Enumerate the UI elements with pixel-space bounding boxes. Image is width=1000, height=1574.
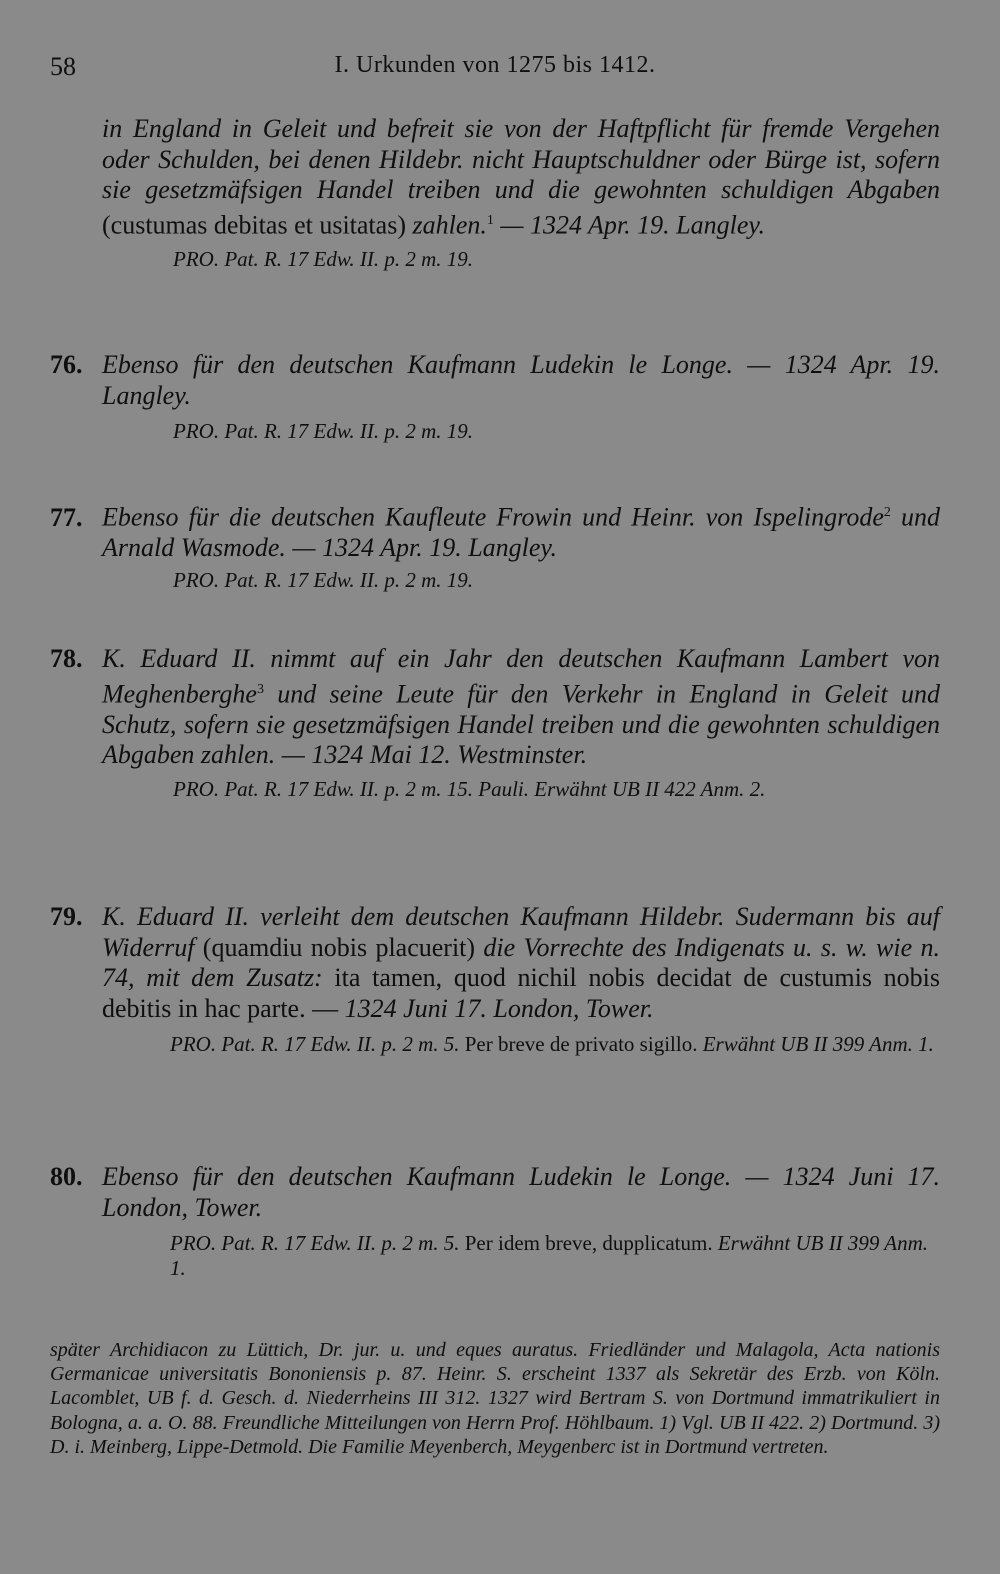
entry-source: PRO. Pat. R. 17 Edw. II. p. 2 m. 15. Pauli. Erwähnt UB II 422 Anm. 2.	[173, 776, 766, 801]
entry-text: Ebenso für die deutschen Kaufleute Frowin und Heinr. von Ispelingrode	[102, 502, 884, 532]
entry-text: K. Eduard II. nimmt auf ein Jahr den deutschen Kaufmann Lambert von Meghenberghe	[102, 644, 940, 709]
entry-source: PRO. Pat. R. 17 Edw. II. p. 2 m. 19.	[173, 419, 473, 443]
page-header	[50, 52, 940, 92]
entry-number: 80.	[50, 1162, 83, 1191]
entry-number: 77.	[50, 502, 83, 532]
entry-text: Ebenso für den deutschen Kaufmann Ludekin le Longe. — 1324 Apr. 19. Langley.	[102, 350, 940, 410]
entry-text: Ebenso für den deutschen Kaufmann Ludekin le Longe. — 1324 Juni 17. London, Tower.	[102, 1162, 940, 1222]
footnote-mark: 1	[486, 212, 494, 228]
entry-80	[50, 1162, 940, 1281]
entry-source: PRO. Pat. R. 17 Edw. II. p. 2 m. 5. Per breve de privato sigillo. Erwähnt UB II 399 Anm. 1.	[170, 1032, 934, 1056]
entry-78: 78. K. Eduard II. nimmt auf ein Jahr den deutschen Kaufmann Lambert von Meghenberghe$^3$ und seine Leute für den Verkehr in England in Geleit und Schutz, sofern sie gesetzmäfsigen Handel treiben und die gewohnten schuldigen Abgaben zahlen. — 1324 Mai 12. Westminster. PRO. Pat. R. 17 Edw. II. p. 2 m. 15. Pauli. Erwähnt UB II 422 Anm. 2.	[50, 644, 940, 801]
entry-75-continuation	[102, 114, 940, 272]
entry-number: 76.	[50, 350, 83, 379]
entry-number: 79.	[50, 902, 83, 931]
entry-source: PRO. Pat. R. 17 Edw. II. p. 2 m. 5. Per idem breve, dupplicatum. Erwähnt UB II 399 Anm. 1.	[170, 1231, 929, 1280]
running-title: I. Urkunden von 1275 bis 1412.	[334, 52, 656, 78]
footnote-mark: 2	[883, 505, 891, 520]
entry-number: 78.	[50, 644, 83, 673]
entry-77: 77. Ebenso für die deutschen Kaufleute Frowin und Heinr. von Ispelingrode$^2$ und Arnald Wasmode. — 1324 Apr. 19. Langley. PRO. Pat. R. 17 Edw. II. p. 2 m. 19.	[50, 502, 941, 592]
entry-76	[50, 350, 940, 444]
page-number: 58	[50, 52, 76, 81]
entry-79: 79. K. Eduard II. verleiht dem deutschen Kaufmann Hildebr. Sudermann bis auf Widerruf (quamdiu nobis placuerit) die Vorrechte des Indigenats u. s. w. wie n. 74, mit dem Zusatz: ita tamen, quod nichil nobis decidat de custumis nobis debitis in hac parte. — 1324 Juni 17. London, Tower. PRO. Pat. R. 17 Edw. II. p. 2 m. 5. Per breve de privato sigillo. Erwähnt UB II 399 Anm. 1.	[50, 902, 941, 1056]
entry-75-source: PRO. Pat. R. 17 Edw. II. p. 2 m. 19.	[173, 246, 473, 271]
entry-text: K. Eduard II. verleiht dem deutschen Kaufmann Hildebr. Sudermann bis auf Widerruf	[102, 902, 940, 962]
entry-75-text: in England in Geleit und befreit sie von der Haftpflicht für fremde Vergehen oder Schulden, bei denen Hildebr. nicht Hauptschuldner oder Bürge ist, sofern sie gesetzmäfsigen Handel treiben und die gewohnten schuldigen Abgaben (custumas debitas et usitatas) zahlen.$^1$ — 1324 Apr. 19. Langley.	[102, 114, 940, 240]
footnotes: später Archidiacon zu Lüttich, Dr. jur. u. und eques auratus. Friedländer und Malagola, Acta nationis Germanicae universitatis Bononiensis p. 87. Heinr. S. erscheint 1337 als Sekretär des Erzb. von Köln. Lacomblet, UB f. d. Gesch. d. Niederrheins III 312. 1327 wird Bertram S. von Dortmund immatrikuliert in Bologna, a. a. O. 88. Freundliche Mitteilungen von Herrn Prof. Höhlbaum. 1) Vgl. UB II 422. 2) Dortmund. 3) D. i. Meinberg, Lippe-Detmold. Die Familie Meyenberch, Meygenberc ist in Dortmund vertreten.	[50, 1339, 940, 1458]
entry-source: PRO. Pat. R. 17 Edw. II. p. 2 m. 19.	[173, 567, 473, 592]
footnote-mark: 3	[256, 681, 264, 697]
